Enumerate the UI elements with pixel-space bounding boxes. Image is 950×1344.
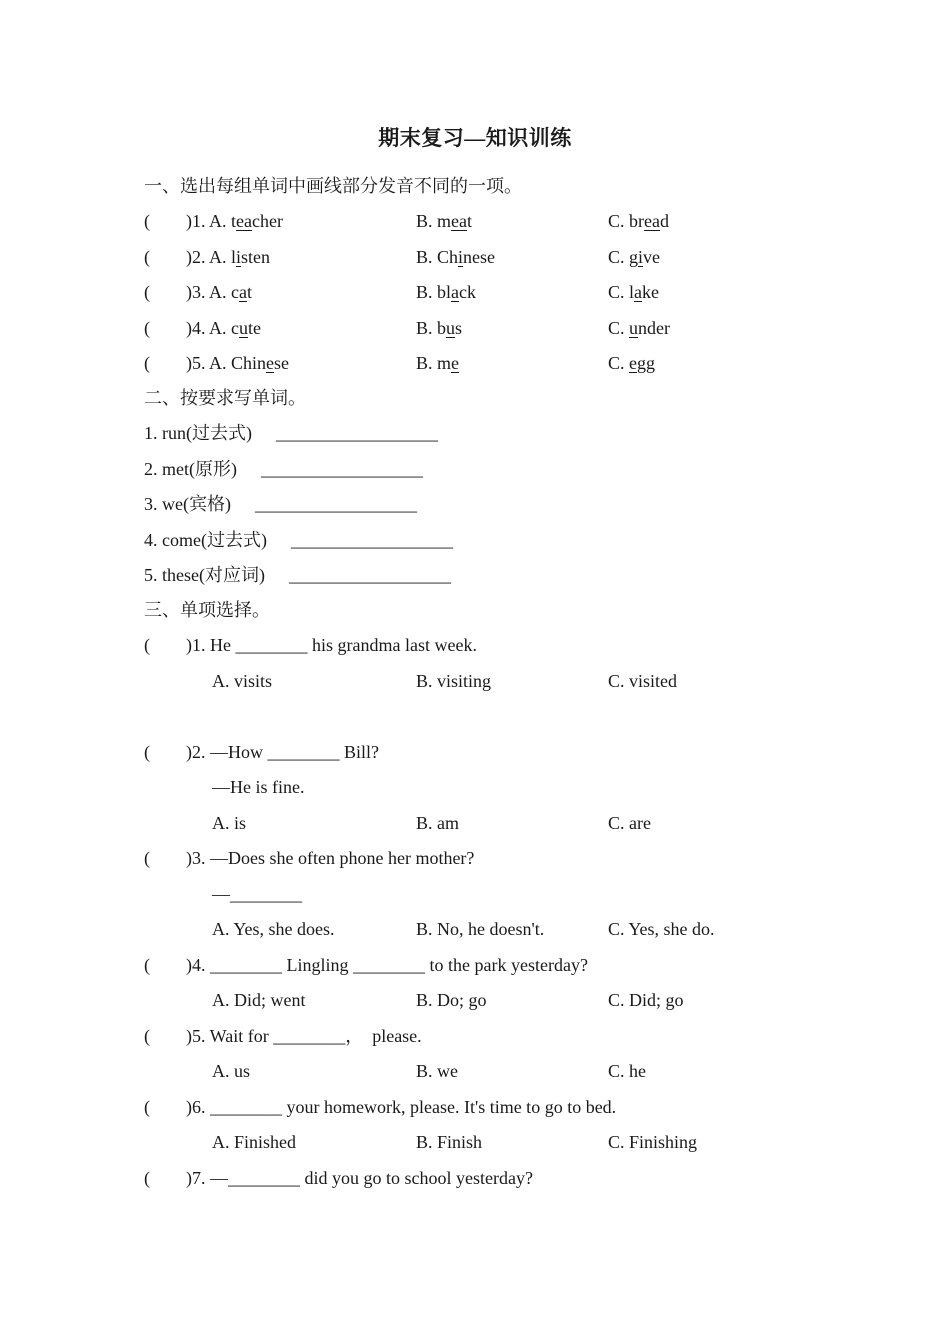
list-item: ( )3. A. cat B. black C. lake (144, 282, 660, 302)
answer-blank[interactable]: __________________ (290, 530, 453, 550)
option-b: B. we (416, 1061, 458, 1081)
option-a: A. is (212, 813, 247, 833)
list-item: 2. met(原形) __________________ (144, 459, 423, 479)
answer-paren[interactable]: ( ) (144, 955, 192, 975)
answer-paren[interactable]: ( ) (144, 1168, 192, 1188)
section2-heading: 二、按要求写单词。 (144, 388, 306, 408)
answer-paren[interactable]: ( ) (144, 1026, 192, 1046)
list-item: 4. come(过去式) __________________ (144, 530, 453, 550)
list-item: 3. we(宾格) __________________ (144, 494, 417, 514)
answer-paren[interactable]: ( ) (144, 635, 192, 655)
answer-paren[interactable]: ( ) (144, 1097, 192, 1117)
question-2-line2: —He is fine. (212, 777, 305, 797)
list-item: ( )1. A. teacher B. meat C. bread (144, 211, 669, 231)
list-item: ( )2. A. listen B. Chinese C. give (144, 247, 661, 267)
list-item: 5. these(对应词) __________________ (144, 565, 451, 585)
question-6-options (212, 1130, 812, 1154)
question-5-options (212, 1059, 812, 1083)
answer-blank[interactable]: __________________ (260, 459, 423, 479)
option-c: C. Finishing (608, 1132, 698, 1152)
option-b: B. am (416, 813, 459, 833)
option-c: C. are (608, 813, 651, 833)
answer-paren[interactable]: ( ) (144, 848, 192, 868)
question-4-options (212, 988, 812, 1012)
answer-blank[interactable]: __________________ (288, 565, 451, 585)
section1-heading: 一、选出每组单词中画线部分发音不同的一项。 (144, 176, 522, 196)
page-title: 期末复习—知识训练 (378, 126, 572, 150)
question-1-stem: ( )1. He ________ his grandma last week. (144, 635, 477, 655)
option-b: B. No, he doesn't. (416, 919, 545, 939)
question-7-stem: ( )7. —________ did you go to school yesterday? (144, 1168, 533, 1188)
question-1-options (212, 669, 812, 693)
question-2-options (212, 811, 812, 835)
option-a: A. Did; went (212, 990, 306, 1010)
option-b: B. visiting (416, 671, 492, 691)
option-a: A. Finished (212, 1132, 297, 1152)
answer-blank[interactable]: __________________ (275, 423, 438, 443)
question-5-stem: ( )5. Wait for ________， please. (144, 1026, 422, 1046)
option-a: A. Yes, she does. (212, 919, 335, 939)
option-c: C. he (608, 1061, 646, 1081)
section3-heading: 三、单项选择。 (144, 600, 270, 620)
question-3-stem: ( )3. —Does she often phone her mother? (144, 848, 475, 868)
question-3-line2: —________ (212, 884, 302, 904)
option-c: C. Yes, she do. (608, 919, 715, 939)
list-item: ( )5. A. Chinese B. me C. egg (144, 353, 656, 373)
list-item: ( )4. A. cute B. bus C. under (144, 318, 670, 338)
option-b: B. Do; go (416, 990, 487, 1010)
option-a: A. visits (212, 671, 273, 691)
question-6-stem: ( )6. ________ your homework, please. It's time to go to bed. (144, 1097, 617, 1117)
question-2-stem: ( )2. —How ________ Bill? (144, 742, 379, 762)
list-item: 1. run(过去式) __________________ (144, 423, 438, 443)
option-c: C. Did; go (608, 990, 684, 1010)
answer-paren[interactable]: ( ) (144, 742, 192, 762)
question-4-stem: ( )4. ________ Lingling ________ to the park yesterday? (144, 955, 588, 975)
question-3-options (212, 917, 812, 941)
option-c: C. visited (608, 671, 678, 691)
option-a: A. us (212, 1061, 251, 1081)
answer-blank[interactable]: __________________ (254, 494, 417, 514)
option-b: B. Finish (416, 1132, 483, 1152)
